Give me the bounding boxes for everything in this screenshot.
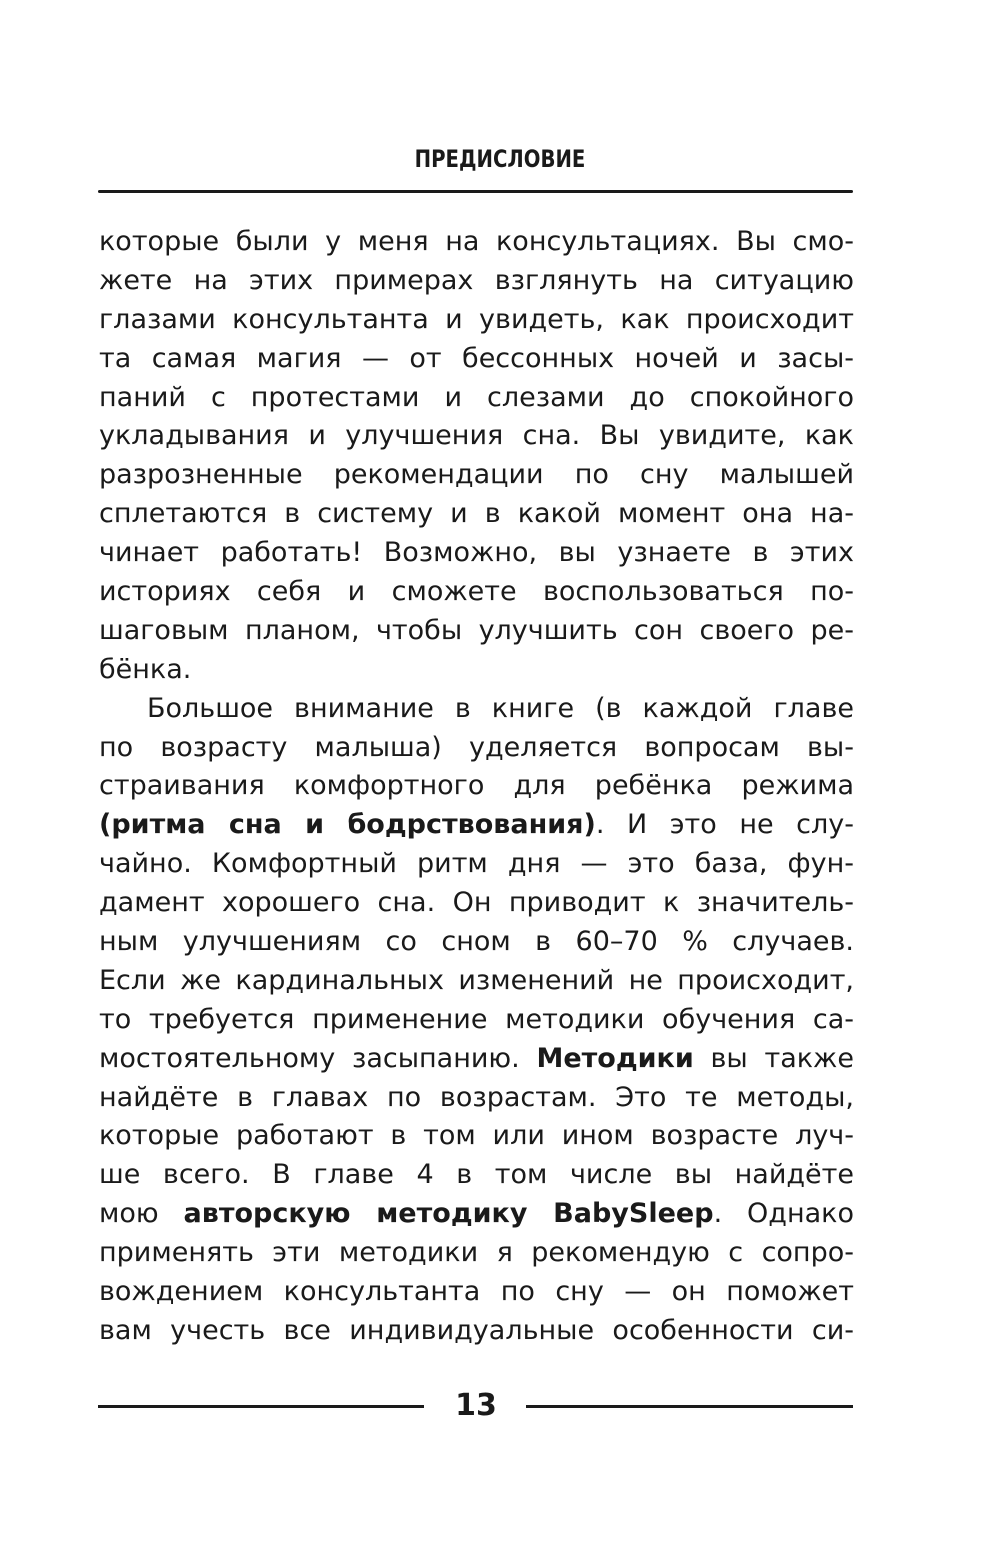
text-line <box>99 1156 854 1195</box>
bold-text-segment: (ритма сна и бодрствования) <box>99 809 596 841</box>
text-segment: ше всего. В главе 4 в том числе вы найдёте <box>99 1159 854 1191</box>
text-line <box>99 1040 854 1079</box>
body-text <box>99 223 854 1351</box>
text-segment: которые работают в том или ином возрасте луч- <box>99 1120 854 1152</box>
text-line <box>99 262 854 301</box>
text-segment: паний с протестами и слезами до спокойного <box>99 381 854 413</box>
text-segment: сплетаются в систему и в какой момент она на- <box>99 498 854 530</box>
text-line <box>99 690 854 729</box>
text-segment: применять эти методики я рекомендую с сопро- <box>99 1237 854 1269</box>
text-segment: дамент хорошего сна. Он приводит к значитель- <box>99 887 854 919</box>
text-segment: по возрасту малыша) уделяется вопросам вы- <box>99 731 854 763</box>
text-line <box>99 651 854 690</box>
text-segment: вождением консультанта по сну — он поможет <box>99 1276 854 1308</box>
text-segment: то требуется применение методики обучения са- <box>99 1003 854 1035</box>
text-segment: найдёте в главах по возрастам. Это те методы, <box>99 1081 854 1113</box>
text-line <box>99 340 854 379</box>
text-line <box>99 1273 854 1312</box>
bold-text-segment: Методики <box>536 1042 694 1074</box>
text-line <box>99 1117 854 1156</box>
bold-text-segment: авторскую методику BabySleep <box>183 1198 714 1230</box>
footer-rule-right <box>526 1405 853 1408</box>
text-line <box>99 1001 854 1040</box>
text-line <box>99 534 854 573</box>
text-line <box>99 456 854 495</box>
text-segment: вам учесть все индивидуальные особенности си- <box>99 1314 854 1346</box>
footer-rule-left <box>98 1405 424 1408</box>
text-segment: страивания комфортного для ребёнка режима <box>99 770 854 802</box>
text-line <box>99 612 854 651</box>
text-segment: которые были у меня на консультациях. Вы смо- <box>99 226 854 257</box>
running-head-title: ПРЕДИСЛОВИЕ <box>414 145 586 173</box>
text-line <box>99 1234 854 1273</box>
text-segment: ным улучшениям со сном в 60–70 % случаев. <box>99 926 854 958</box>
text-line <box>99 1195 854 1234</box>
text-segment: укладывания и улучшения сна. Вы увидите, как <box>99 420 854 452</box>
text-line <box>99 923 854 962</box>
text-segment: чайно. Комфортный ритм дня — это база, фун- <box>99 848 854 880</box>
text-line <box>99 845 854 884</box>
text-segment: разрозненные рекомендации по сну малышей <box>99 459 854 491</box>
text-segment: Если же кардинальных изменений не происходит, <box>99 964 854 996</box>
text-line <box>99 729 854 768</box>
text-segment: Большое внимание в книге (в каждой главе <box>147 692 854 724</box>
text-line <box>99 1079 854 1118</box>
text-line <box>99 573 854 612</box>
text-segment: мою <box>99 1198 184 1230</box>
text-segment: . И это не слу- <box>595 809 854 841</box>
text-line <box>99 806 854 845</box>
text-segment: глазами консультанта и увидеть, как происходит <box>99 303 854 335</box>
text-line <box>99 767 854 806</box>
text-segment: бёнка. <box>99 653 192 685</box>
text-line <box>99 223 854 262</box>
text-segment: вы также <box>693 1042 854 1074</box>
text-segment: чинает работать! Возможно, вы узнаете в этих <box>99 537 854 569</box>
text-line <box>99 884 854 923</box>
header-rule <box>98 190 853 193</box>
text-segment: шаговым планом, чтобы улучшить сон своего ре- <box>99 614 854 646</box>
text-segment: мостоятельному засыпанию. <box>99 1042 537 1074</box>
text-segment: та самая магия — от бессонных ночей и засы- <box>99 342 854 374</box>
text-line <box>99 1312 854 1351</box>
text-line <box>99 962 854 1001</box>
text-line <box>99 301 854 340</box>
text-segment: историях себя и сможете воспользоваться по- <box>99 576 854 608</box>
page-number: 13 <box>455 1388 497 1423</box>
text-segment: жете на этих примерах взглянуть на ситуацию <box>99 264 854 296</box>
text-line <box>99 495 854 534</box>
text-segment: . Однако <box>713 1198 854 1230</box>
text-line <box>99 379 854 418</box>
text-line <box>99 417 854 456</box>
